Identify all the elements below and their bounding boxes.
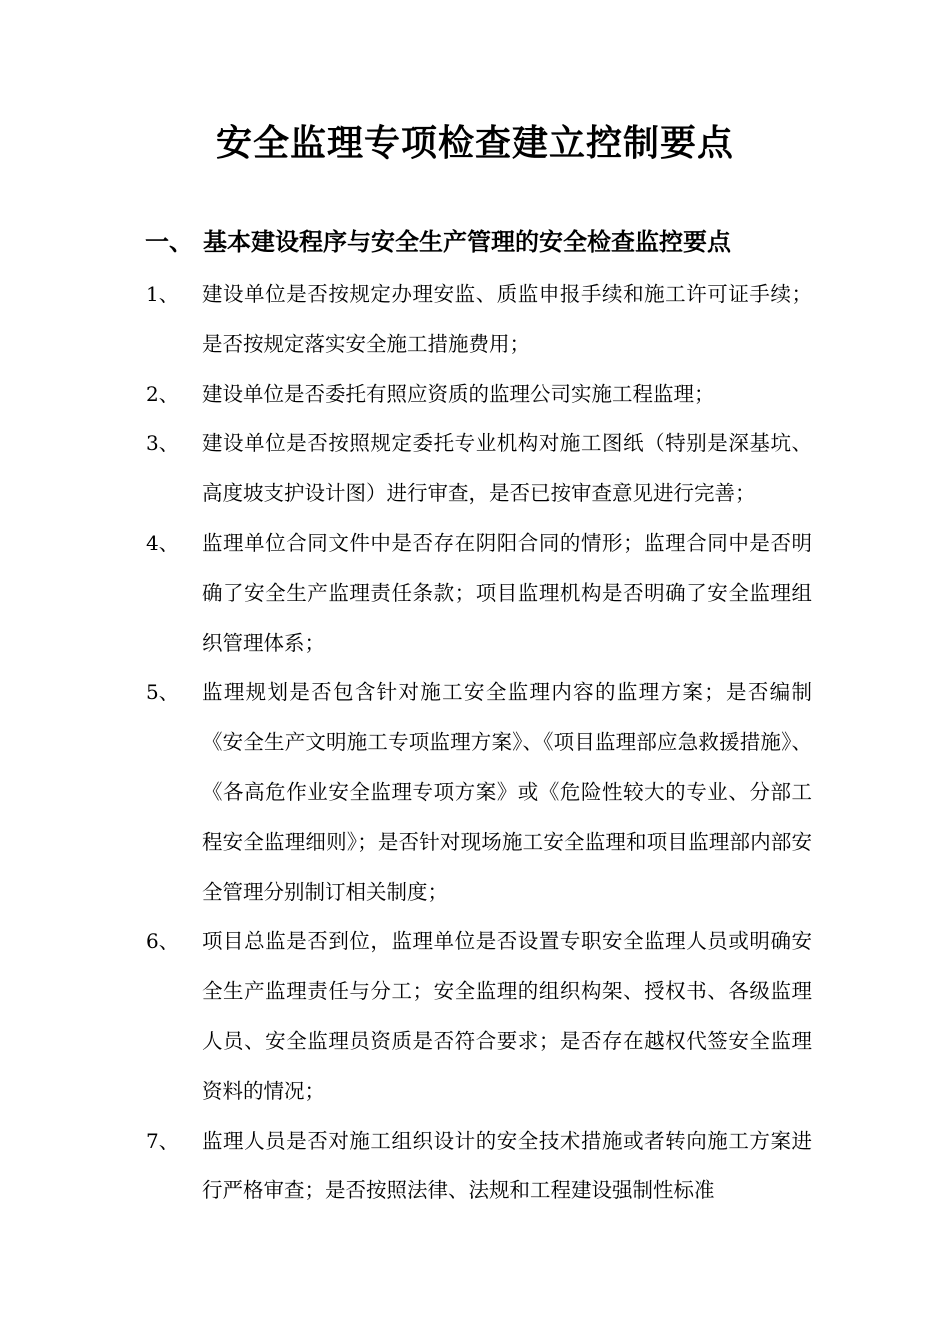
list-item-text: 建设单位是否委托有照应资质的监理公司实施工程监理； [202,381,715,406]
list-item [0,668,950,917]
list-item-text: 监理规划是否包含针对施工安全监理内容的监理方案；是否编制《安全生产文明施工专项监理方案》、《项目监理部应急救援措施》、《各高危作业安全监理专项方案》或《危险性较大的专业、分部工程安全监理细则》；是否针对现场施工安全监理和项目监理部内部安全管理分别制订相关制度； [202,680,812,904]
list-item [0,519,950,668]
list-item-number: 4、 [146,530,179,555]
list-item-number: 1、 [146,282,179,306]
checkpoint-list [0,270,950,1216]
list-item-number: 2、 [146,381,179,406]
list-item-number: 5、 [146,680,179,705]
list-item [0,419,950,519]
list-item-number: 7、 [146,1128,179,1153]
document-title: 安全监理专项检查建立控制要点 [215,122,734,164]
list-item-text: 建设单位是否按照规定委托专业机构对施工图纸（特别是深基坑、高度坡支护设计图）进行审查，是否已按审查意见进行完善； [202,431,812,506]
list-item-number: 6、 [146,929,179,954]
list-item [0,270,950,370]
section-heading [145,222,845,262]
section-heading-text: 基本建设程序与安全生产管理的安全检查监控要点 [203,227,731,256]
list-item [0,1117,950,1217]
list-item-text: 建设单位是否按规定办理安监、质监申报手续和施工许可证手续；是否按规定落实安全施工措施费用； [202,282,812,356]
section-number: 一、 [145,227,193,256]
list-item [0,917,950,1116]
list-item-text: 项目总监是否到位，监理单位是否设置专职安全监理人员或明确安全生产监理责任与分工；安全监理的组织构架、授权书、各级监理人员、安全监理员资质是否符合要求；是否存在越权代签安全监理资料的情况； [202,929,812,1103]
list-item-number: 3、 [146,431,179,456]
list-item-text: 监理单位合同文件中是否存在阴阳合同的情形；监理合同中是否明确了安全生产监理责任条款；项目监理机构是否明确了安全监理组织管理体系； [202,530,812,655]
list-item [0,370,950,420]
list-item-text: 监理人员是否对施工组织设计的安全技术措施或者转向施工方案进行严格审查；是否按照法律、法规和工程建设强制性标准 [202,1128,812,1203]
